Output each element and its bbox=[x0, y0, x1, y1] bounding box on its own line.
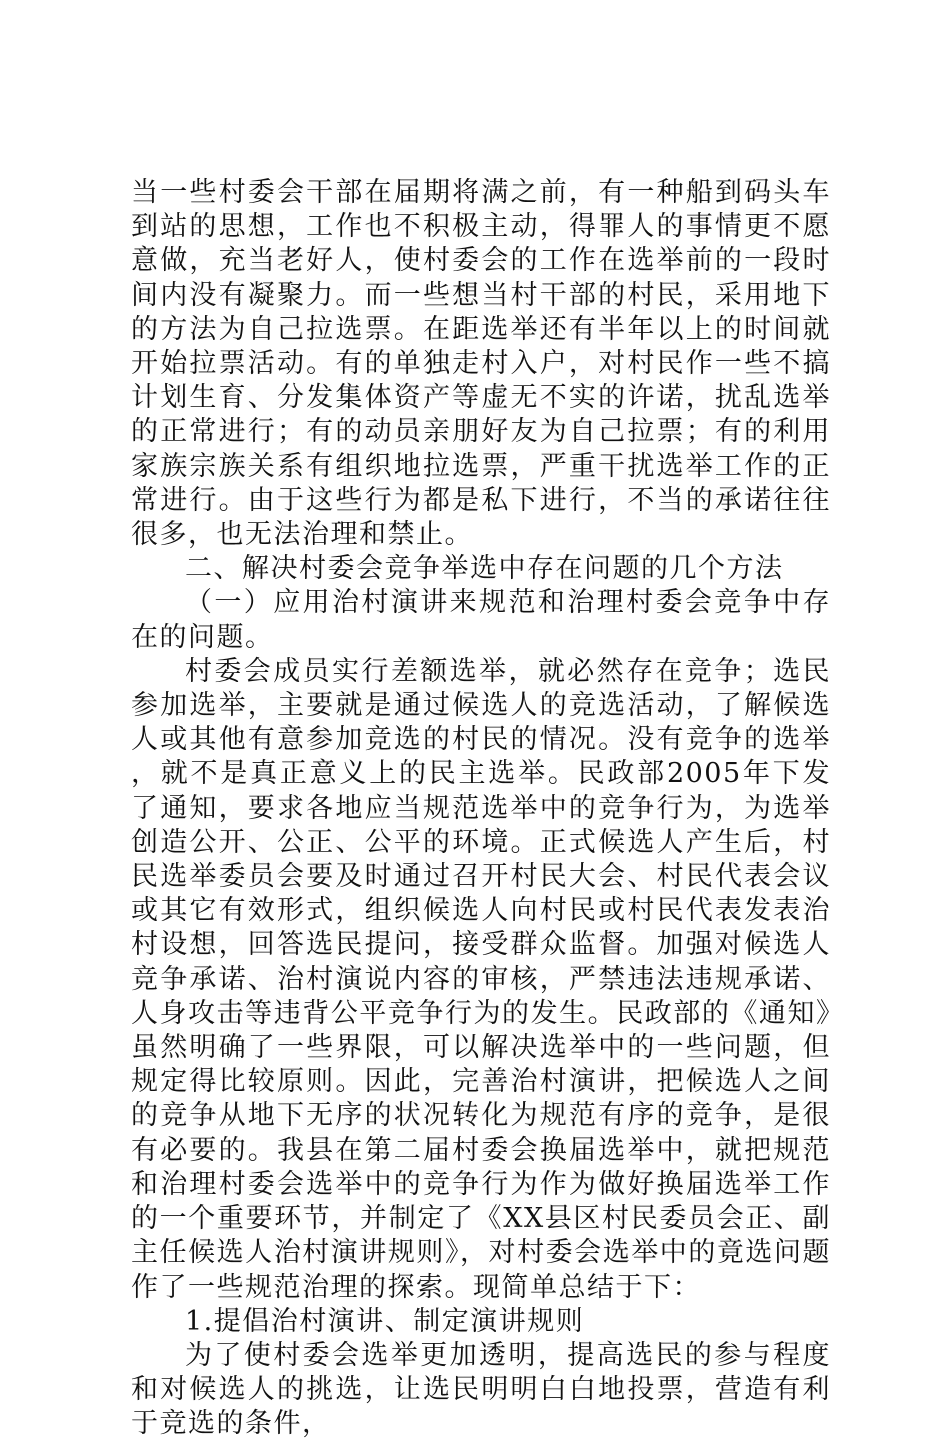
subsection-heading: （一）应用治村演讲来规范和治理村委会竞争中存在的问题。 bbox=[131, 587, 831, 653]
body-paragraph: 村委会成员实行差额选举，就必然存在竞争；选民参加选举，主要就是通过候选人的竞选活动，了解候选人或其他有意参加竞选的村民的情况。没有竞争的选举，就不是真正意义上的民主选举。民政部2005年下发了通知，要求各地应当规范选举中的竞争行为，为选举创造公开、公正、公平的环境。正式候选人产生后，村民选举委员会要及时通过召开村民大会、村民代表会议或其它有效形式，组织候选人向村民或村民代表发表治村设想，回答选民提问，接受群众监督。加强对候选人竞争承诺、治村演说内容的审核，严禁违法违规承诺、人身攻击等违背公平竞争行为的发生。民政部的《通知》虽然明确了一些界限，可以解决选举中的一些问题，但规定得比较原则。因此，完善治村演讲，把候选人之间的竞争从地下无序的状况转化为规范有序的竞争，是很有必要的。我县在第二届村委会换届选举中，就把规范和治理村委会选举中的竞争行为作为做好换届选举工作的一个重要环节，并制定了《XX县区村民委员会正、副主任候选人治村演讲规则》，对村委会选举中的竟选问题作了一些规范治理的探索。现简单总结于下： bbox=[131, 655, 831, 1303]
body-paragraph: 为了使村委会选举更加透明，提高选民的参与程度和对候选人的挑选，让选民明明白白地投票，营造有利于竞选的条件， bbox=[131, 1339, 831, 1440]
document-body bbox=[131, 176, 831, 1442]
paragraph-continuation: 当一些村委会干部在届期将满之前，有一种船到码头车到站的思想，工作也不积极主动，得罪人的事情更不愿意做，充当老好人，使村委会的工作在选举前的一段时间内没有凝聚力。而一些想当村干部的村民，采用地下的方法为自己拉选票。在距选举还有半年以上的时间就开始拉票活动。有的单独走村入户，对村民作一些不搞计划生育、分发集体资产等虚无不实的许诺，扰乱选举的正常进行；有的动员亲朋好友为自己拉票；有的利用家族宗族关系有组织地拉选票，严重干扰选举工作的正常进行。由于这些行为都是私下进行，不当的承诺往往很多，也无法治理和禁止。 bbox=[131, 177, 831, 551]
section-heading: 二、解决村委会竞争举选中存在问题的几个方法 bbox=[185, 553, 784, 585]
numbered-heading: 1.提倡治村演讲、制定演讲规则 bbox=[185, 1305, 585, 1337]
